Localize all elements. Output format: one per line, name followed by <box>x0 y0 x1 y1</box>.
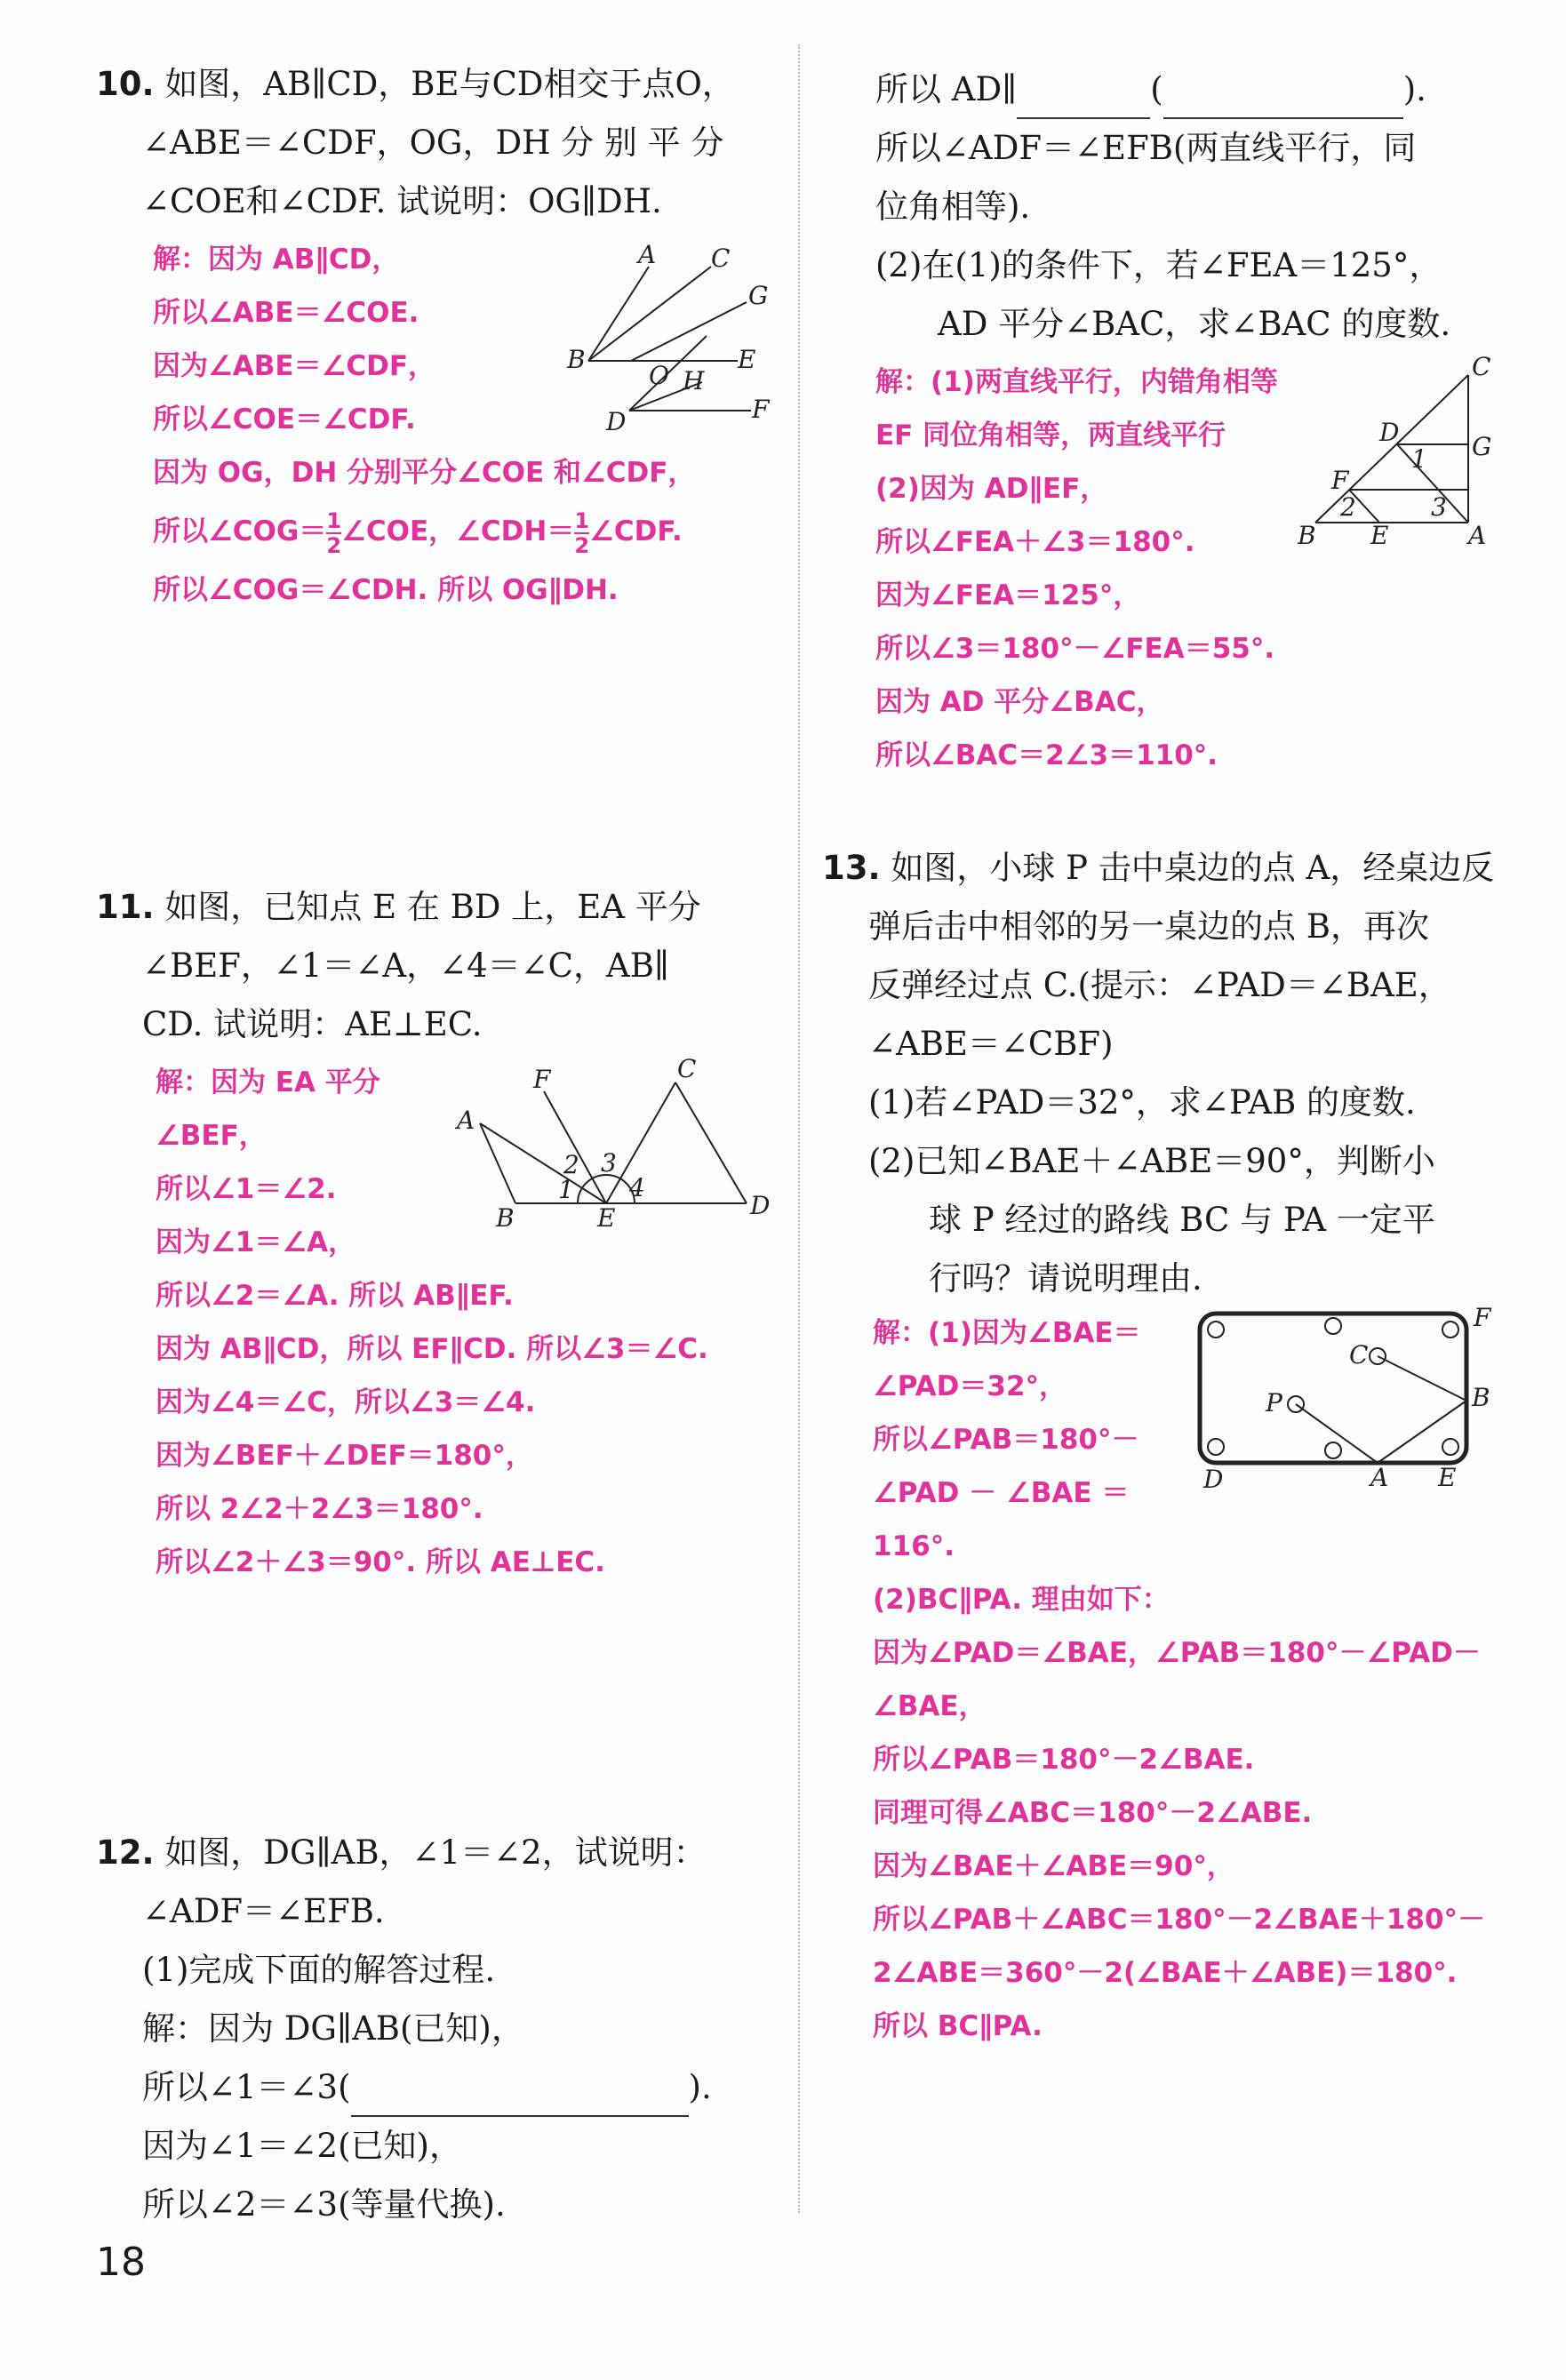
line-ab <box>588 267 649 361</box>
label: F <box>533 1065 551 1094</box>
label: 3 <box>1431 492 1447 522</box>
label: O <box>649 361 669 390</box>
label: H <box>683 366 705 395</box>
question-part-1: (1)完成下面的解答过程. <box>142 1951 496 1989</box>
line-cd <box>675 1082 747 1203</box>
line-ae <box>480 1123 606 1203</box>
question-text: 如图，小球 P 击中桌边的点 A，经桌边反 <box>891 849 1495 887</box>
label: 4 <box>629 1173 645 1202</box>
figure-10 <box>560 240 782 444</box>
question-text: CD. 试说明：AE⊥EC. <box>142 1005 483 1043</box>
answer-blank[interactable] <box>1163 78 1403 119</box>
label: 1 <box>1411 444 1427 474</box>
label: B <box>496 1203 515 1226</box>
line-ef <box>544 1091 606 1203</box>
label: A <box>457 1106 475 1135</box>
table-border <box>1200 1314 1466 1463</box>
fraction: $\frac{1}{2}$ <box>326 507 342 558</box>
label: A <box>1468 521 1487 550</box>
question-12: 12. 如图，DG∥AB，∠1＝∠2，试说明： ∠ADF＝∠EFB. (1)完成下面的解答过程. 解：因为 DG∥AB(已知)， 所以∠1＝∠3( ). 因为∠1＝∠2(已知)， 所以∠2＝∠3(等量代换). <box>96 1824 771 2234</box>
question-text: ∠ADF＝∠EFB. <box>142 1892 385 1930</box>
answer-blank[interactable] <box>1017 78 1150 119</box>
label: A <box>1370 1463 1389 1492</box>
question-part-2: (2)已知∠BAE＋∠ABE＝90°，判断小 <box>868 1142 1435 1180</box>
label: P <box>1266 1388 1282 1418</box>
pocket <box>1325 1442 1341 1458</box>
question-text: ∠ABE＝∠CDF，OG，DH 分 别 平 分 <box>142 124 724 162</box>
question-10 <box>96 55 771 231</box>
label: B <box>1298 521 1316 550</box>
answer-blank[interactable] <box>351 2076 689 2117</box>
pocket <box>1325 1318 1341 1334</box>
question-text: 弹后击中相邻的另一桌边的点 B，再次 <box>868 907 1429 946</box>
path-pa <box>1296 1404 1378 1463</box>
label: E <box>738 345 756 374</box>
label: F <box>1474 1306 1491 1332</box>
label: G <box>748 281 769 310</box>
question-number: 12. <box>96 1833 155 1872</box>
label: D <box>750 1191 771 1220</box>
solution-13-part-1: 解：(1)因为∠BAE＝ ∠PAD＝32°， 所以∠PAB＝180°－ ∠PAD － ∠BAE ＝ 116°. <box>873 1317 1141 1562</box>
pocket <box>1442 1322 1458 1338</box>
label: C <box>1349 1340 1369 1370</box>
label: 2 <box>563 1150 579 1179</box>
question-text: ∠COE和∠CDF. 试说明：OG∥DH. <box>142 182 662 220</box>
label: C <box>1472 355 1491 381</box>
page-number: 18 <box>96 2240 146 2285</box>
fraction: $\frac{1}{2}$ <box>574 507 590 558</box>
label: B <box>1472 1383 1490 1412</box>
label: F <box>1331 466 1349 495</box>
pocket <box>1208 1439 1224 1455</box>
solution-10: 解：因为 AB∥CD， 所以∠ABE＝∠COE. 因为∠ABE＝∠CDF， 所以∠COE＝∠CDF. 因为 OG，DH 分别平分∠COE 和∠CDF， 所以∠COG＝ $\frac{1}{2}$ ∠COE，∠CDH＝ $\frac{1}{2}$ ∠CDF. 所以∠COG＝∠CDH. 所以 OG∥DH. <box>153 244 696 606</box>
question-part-2: (2)在(1)的条件下，若∠FEA＝125°， <box>875 246 1442 284</box>
question-text: 反弹经过点 C.(提示：∠PAD＝∠BAE， <box>868 966 1451 1004</box>
question-11 <box>96 878 771 1054</box>
path-bc <box>1378 1356 1466 1401</box>
figure-12 <box>1298 355 1502 551</box>
label: D <box>1203 1465 1224 1493</box>
column-divider <box>798 44 800 2213</box>
question-text: ∠ABE＝∠CBF) <box>868 1025 1114 1063</box>
question-12-continued: 所以 AD∥ ( ). 所以∠ADF＝∠EFB(两直线平行，同 位角相等). (2)在(1)的条件下，若∠FEA＝125°， AD 平分∠BAC，求∠BAC 的度数. <box>875 60 1498 354</box>
question-text: ∠BEF，∠1＝∠A，∠4＝∠C，AB∥ <box>142 946 669 985</box>
solution-11: 解：因为 EA 平分 ∠BEF， 所以∠1＝∠2. 因为∠1＝∠A， 所以∠2＝∠A. 所以 AB∥EF. 因为 AB∥CD，所以 EF∥CD. 所以∠3＝∠C. 因为∠4＝∠C，所以∠3＝∠4. 因为∠BEF＋∠DEF＝180°， 所以 2∠2＋2∠3＝180°. 所以∠2＋∠3＝90°. 所以 AE⊥EC. <box>156 1066 708 1578</box>
label: 2 <box>1340 492 1356 522</box>
label: A <box>638 240 657 269</box>
question-text: 如图，已知点 E 在 BD 上，EA 平分 <box>164 888 701 926</box>
question-part-1: (1)若∠PAD＝32°，求∠PAB 的度数. <box>868 1083 1416 1122</box>
label: D <box>1379 418 1400 447</box>
question-number: 11. <box>96 888 155 926</box>
angle-arc <box>578 1175 635 1203</box>
line-oc <box>588 267 711 361</box>
label: 1 <box>558 1175 574 1204</box>
solution-13-part-2: (2)BC∥PA. 理由如下： 因为∠PAD＝∠BAE，∠PAB＝180°－∠PAD－ ∠BAE， 所以∠PAB＝180°－2∠BAE. 同理可得∠ABC＝180°－2∠ABE. 因为∠BAE＋∠ABE＝90°， 所以∠PAB＋∠ABC＝180°－2∠BAE＋180°－ 2∠ABE＝360°－2(∠BAE＋∠ABE)＝180°. 所以 BC∥PA. <box>873 1584 1486 2042</box>
pocket <box>1208 1322 1224 1338</box>
solution-12: 解：(1)两直线平行，内错角相等 EF 同位角相等，两直线平行 (2)因为 AD∥EF， 所以∠FEA＋∠3＝180°. 因为∠FEA＝125°， 所以∠3＝180°－∠FEA＝55°. 因为 AD 平分∠BAC， 所以∠BAC＝2∠3＝110°. <box>875 366 1278 771</box>
label: E <box>597 1203 616 1226</box>
label: C <box>677 1058 697 1083</box>
label: C <box>711 244 731 273</box>
label: 3 <box>601 1148 617 1178</box>
question-13: 13. 如图，小球 P 击中桌边的点 A，经桌边反 弹后击中相邻的另一桌边的点 B，再次 反弹经过点 C.(提示：∠PAD＝∠BAE， ∠ABE＝∠CBF) (1)若∠PAD＝32°，求∠PAB 的度数. (2)已知∠BAE＋∠ABE＝90°，判断小 球 P 经过的路线 BC 与 PA 一定平 行吗？请说明理由. <box>822 839 1498 1308</box>
figure-13 <box>1191 1306 1498 1493</box>
label: B <box>567 345 586 374</box>
pocket <box>1442 1439 1458 1455</box>
label: E <box>1370 521 1389 550</box>
figure-11 <box>453 1058 773 1226</box>
label: D <box>606 407 627 436</box>
question-number: 13. <box>822 849 881 887</box>
label: E <box>1438 1463 1457 1492</box>
label: G <box>1472 432 1492 461</box>
question-text: 如图，DG∥AB，∠1＝∠2，试说明： <box>164 1833 707 1872</box>
question-text: 如图，AB∥CD，BE与CD相交于点O， <box>164 65 735 103</box>
label: F <box>752 395 770 424</box>
question-number: 10. <box>96 65 155 103</box>
